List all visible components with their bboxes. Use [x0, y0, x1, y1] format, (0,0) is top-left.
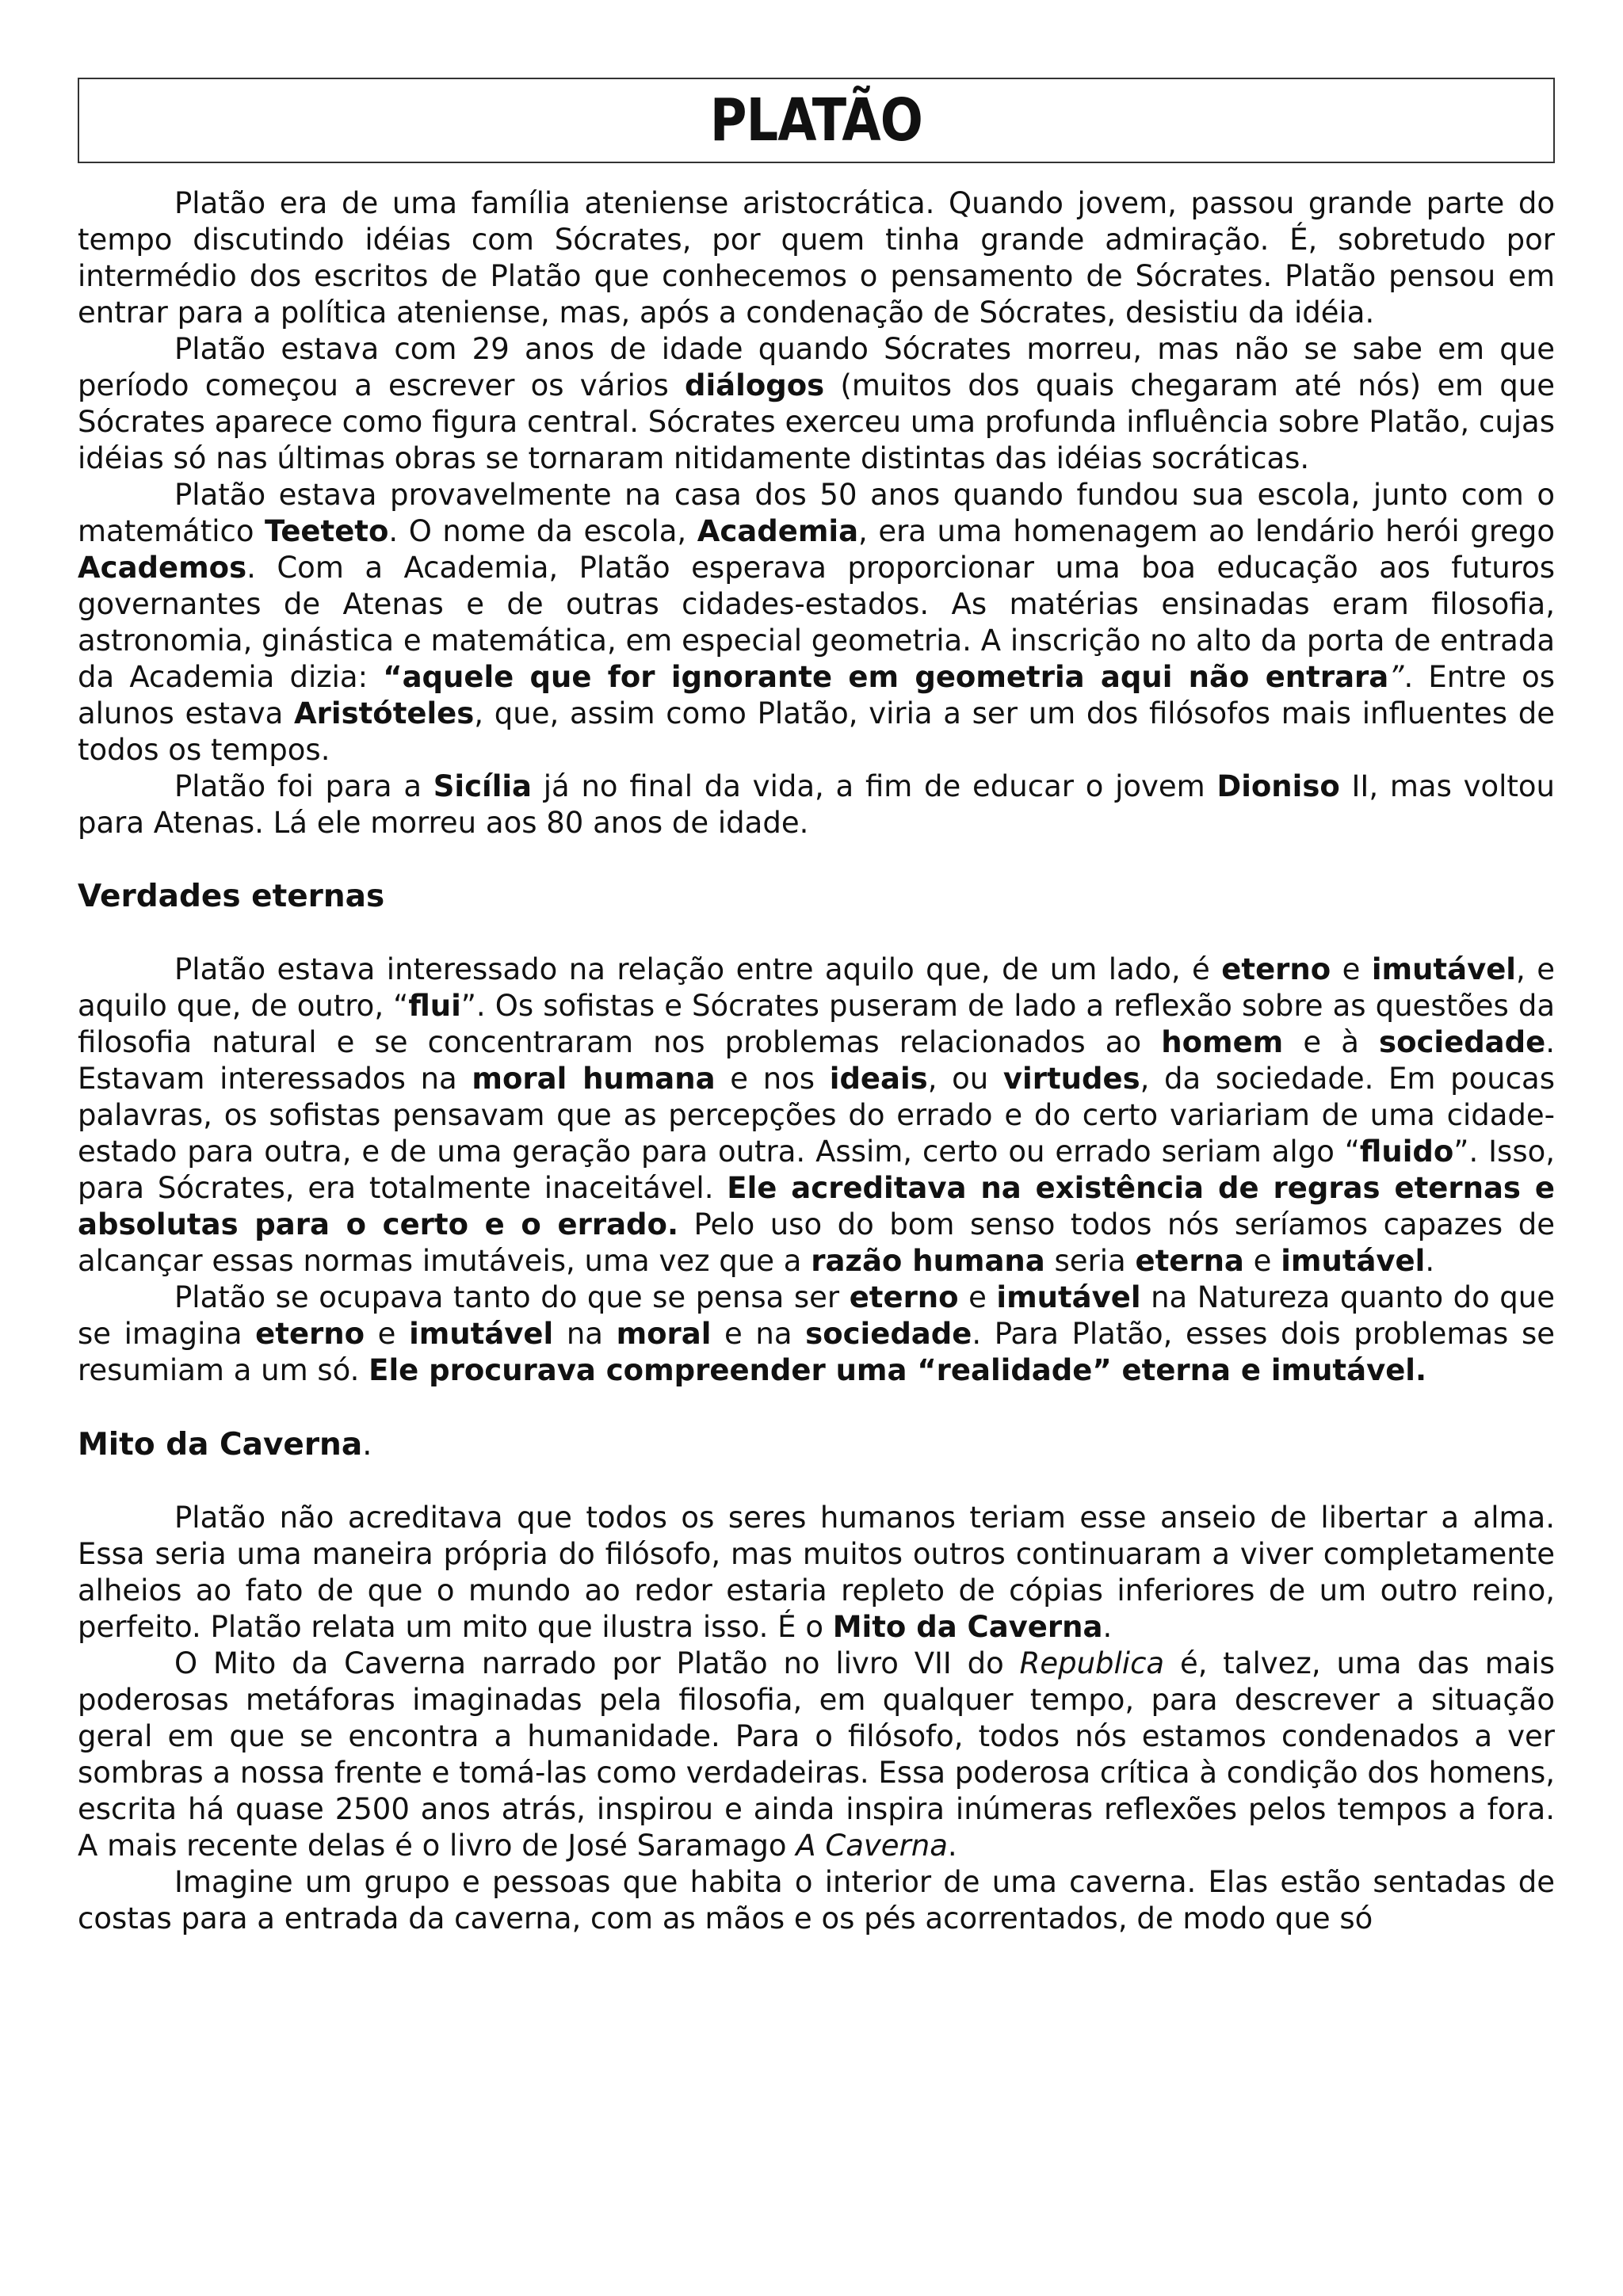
section2-paragraph-2: O Mito da Caverna narrado por Platão no livro VII do Republica é, talvez, uma das mais poderosas metáforas imaginadas pela filosofia, em qualquer tempo, para descrever a situação geral em que se encontra a humanidade. Para o filósofo, todos nós estamos condenados a ver sombras a nossa frente e tomá-las como verdadeiras. Essa poderosa crítica à condição dos homens, escrita há quase 2500 anos atrás, inspirou e ainda inspira inúmeras reflexões pelos tempos a fora. A mais recente delas é o livro de José Saramago A Caverna.: [78, 1646, 1555, 1863]
intro-paragraph-2: Platão estava com 29 anos de idade quando Sócrates morreu, mas não se sabe em que período começou a escrever os vários diálogos (muitos dos quais chegaram até nós) em que Sócrates aparece como figura central. Sócrates exerceu uma profunda influência sobre Platão, cujas idéias só nas últimas obras se tornaram nitidamente distintas das idéias socráticas.: [78, 332, 1555, 475]
document-page: [78, 78, 1555, 1937]
intro-paragraph-3: Platão estava provavelmente na casa dos 50 anos quando fundou sua escola, junto com o matemático Teeteto. O nome da escola, Academia, era uma homenagem ao lendário herói grego Academos. Com a Academia, Platão esperava proporcionar uma boa educação aos futuros governantes de Atenas e de outras cidades-estados. As matérias ensinadas eram filosofia, astronomia, ginástica e matemática, em especial geometria. A inscrição no alto da porta de entrada da Academia dizia: “aquele que for ignorante em geometria aqui não entrara”. Entre os alunos estava Aristóteles, que, assim como Platão, viria a ser um dos filósofos mais influentes de todos os tempos.: [78, 478, 1556, 767]
intro-paragraph-1: Platão era de uma família ateniense aristocrática. Quando jovem, passou grande parte do tempo discutindo idéias com Sócrates, por quem tinha grande admiração. É, sobretudo por intermédio dos escritos de Platão que conhecemos o pensamento de Sócrates. Platão pensou em entrar para a política ateniense, mas, após a condenação de Sócrates, desistiu da idéia.: [78, 186, 1555, 330]
section2-paragraph-1: Platão não acreditava que todos os seres humanos teriam esse anseio de libertar a alma. Essa seria uma maneira própria do filósofo, mas muitos outros continuaram a viver completamente alheios ao fato de que o mundo ao redor estaria repleto de cópias inferiores de um outro reino, perfeito. Platão relata um mito que ilustra isso. É o Mito da Caverna.: [78, 1501, 1555, 1644]
page-title: PLATÃO: [709, 86, 923, 154]
section1-paragraph-2: Platão se ocupava tanto do que se pensa ser eterno e imutável na Natureza quanto do que se imagina eterno e imutável na moral e na sociedade. Para Platão, esses dois problemas se resumiam a um só. Ele procurava compreender uma “realidade” eterna e imutável.: [78, 1280, 1555, 1387]
section-heading-mito-da-caverna: Mito da Caverna.: [78, 1427, 372, 1463]
intro-paragraph-4: Platão foi para a Sicília já no final da vida, a fim de educar o jovem Dioniso II, mas voltou para Atenas. Lá ele morreu aos 80 anos de idade.: [78, 769, 1555, 840]
title-box: [78, 78, 1555, 163]
section-heading-verdades-eternas: Verdades eternas: [78, 879, 385, 914]
section2-paragraph-3: Imagine um grupo e pessoas que habita o interior de uma caverna. Elas estão sentadas de costas para a entrada da caverna, com as mãos e os pés acorrentados, de modo que só: [78, 1865, 1555, 1936]
section1-paragraph-1: Platão estava interessado na relação entre aquilo que, de um lado, é eterno e imutável, e aquilo que, de outro, “flui”. Os sofistas e Sócrates puseram de lado a reflexão sobre as questões da filosofia natural e se concentraram nos problemas relacionados ao homem e à sociedade. Estavam interessados na moral humana e nos ideais, ou virtudes, da sociedade. Em poucas palavras, os sofistas pensavam que as percepções do errado e do certo variariam de uma cidade-estado para outra, e de uma geração para outra. Assim, certo ou errado seriam algo “fluido”. Isso, para Sócrates, era totalmente inaceitável. Ele acreditava na existência de regras eternas e absolutas para o certo e o errado. Pelo uso do bom senso todos nós seríamos capazes de alcançar essas normas imutáveis, uma vez que a razão humana seria eterna e imutável.: [78, 952, 1556, 1278]
